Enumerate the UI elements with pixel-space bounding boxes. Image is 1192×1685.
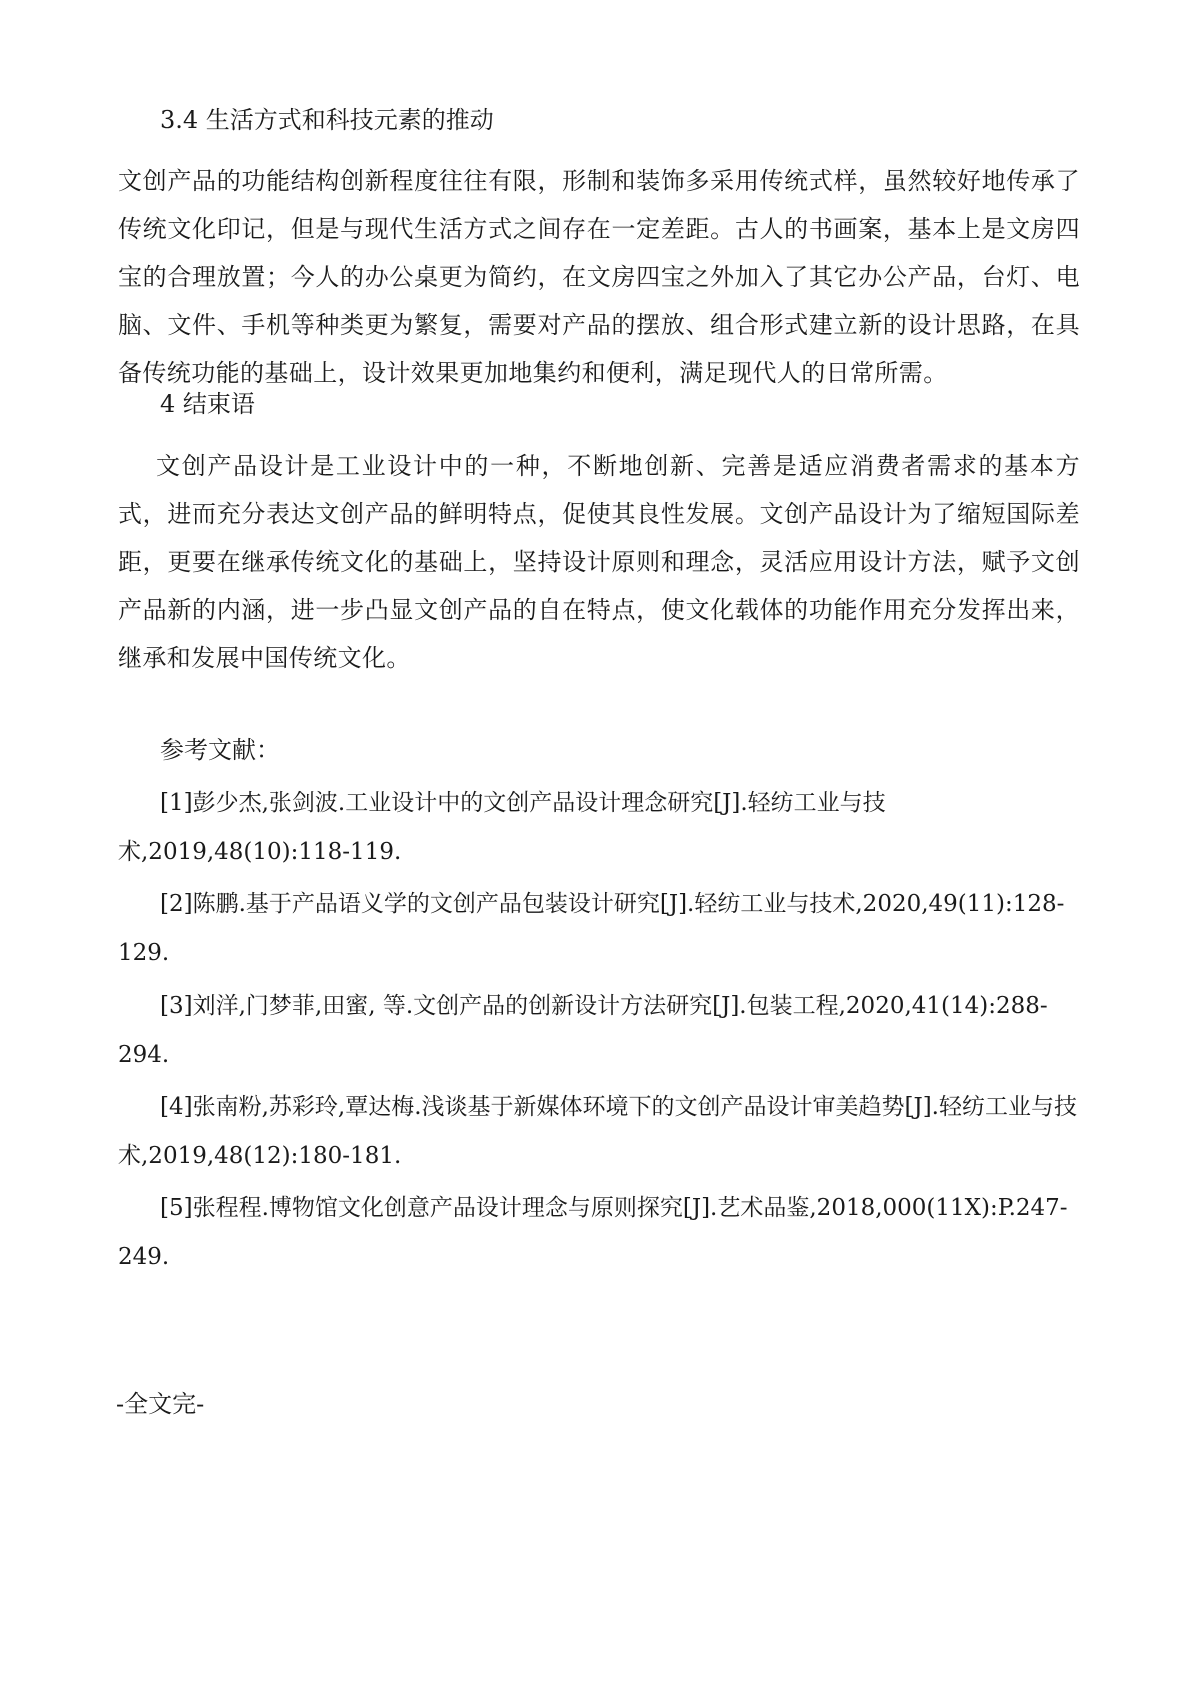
reference-item-3: [3]刘洋,门梦菲,田蜜, 等.文创产品的创新设计方法研究[J].包装工程,2020,41(14):288-294. <box>118 993 1048 1068</box>
section-3-4-heading: 3.4 生活方式和科技元素的推动 <box>160 106 494 134</box>
section-3-4-paragraph: 文创产品的功能结构创新程度往往有限，形制和装饰多采用传统式样，虽然较好地传承了传统文化印记，但是与现代生活方式之间存在一定差距。古人的书画案，基本上是文房四宝的合理放置；今人的办公桌更为简约，在文房四宝之外加入了其它办公产品，台灯、电脑、文件、手机等种类更为繁复，需要对产品的摆放、组合形式建立新的设计思路，在具备传统功能的基础上，设计效果更加地集约和便利，满足现代人的日常所需。 <box>118 167 1080 387</box>
references-heading: 参考文献： <box>160 736 280 764</box>
reference-item-1: [1]彭少杰,张剑波.工业设计中的文创产品设计理念研究[J].轻纺工业与技术,2019,48(10):118-119. <box>118 790 886 865</box>
reference-item-5: [5]张程程.博物馆文化创意产品设计理念与原则探究[J].艺术品鉴,2018,000(11X):P.247-249. <box>118 1195 1068 1270</box>
reference-item-2: [2]陈鹏.基于产品语义学的文创产品包装设计研究[J].轻纺工业与技术,2020,49(11):128-129. <box>118 891 1065 966</box>
section-4-heading: 4 结束语 <box>160 390 255 418</box>
end-of-document-mark: -全文完- <box>116 1390 205 1418</box>
section-4-paragraph: 文创产品设计是工业设计中的一种，不断地创新、完善是适应消费者需求的基本方式，进而充分表达文创产品的鲜明特点，促使其良性发展。文创产品设计为了缩短国际差距，更要在继承传统文化的基础上，坚持设计原则和理念，灵活应用设计方法，赋予文创产品新的内涵，进一步凸显文创产品的自在特点，使文化载体的功能作用充分发挥出来，继承和发展中国传统文化。 <box>118 452 1080 672</box>
reference-item-4: [4]张南粉,苏彩玲,覃达梅.浅谈基于新媒体环境下的文创产品设计审美趋势[J].轻纺工业与技术,2019,48(12):180-181. <box>118 1094 1077 1169</box>
